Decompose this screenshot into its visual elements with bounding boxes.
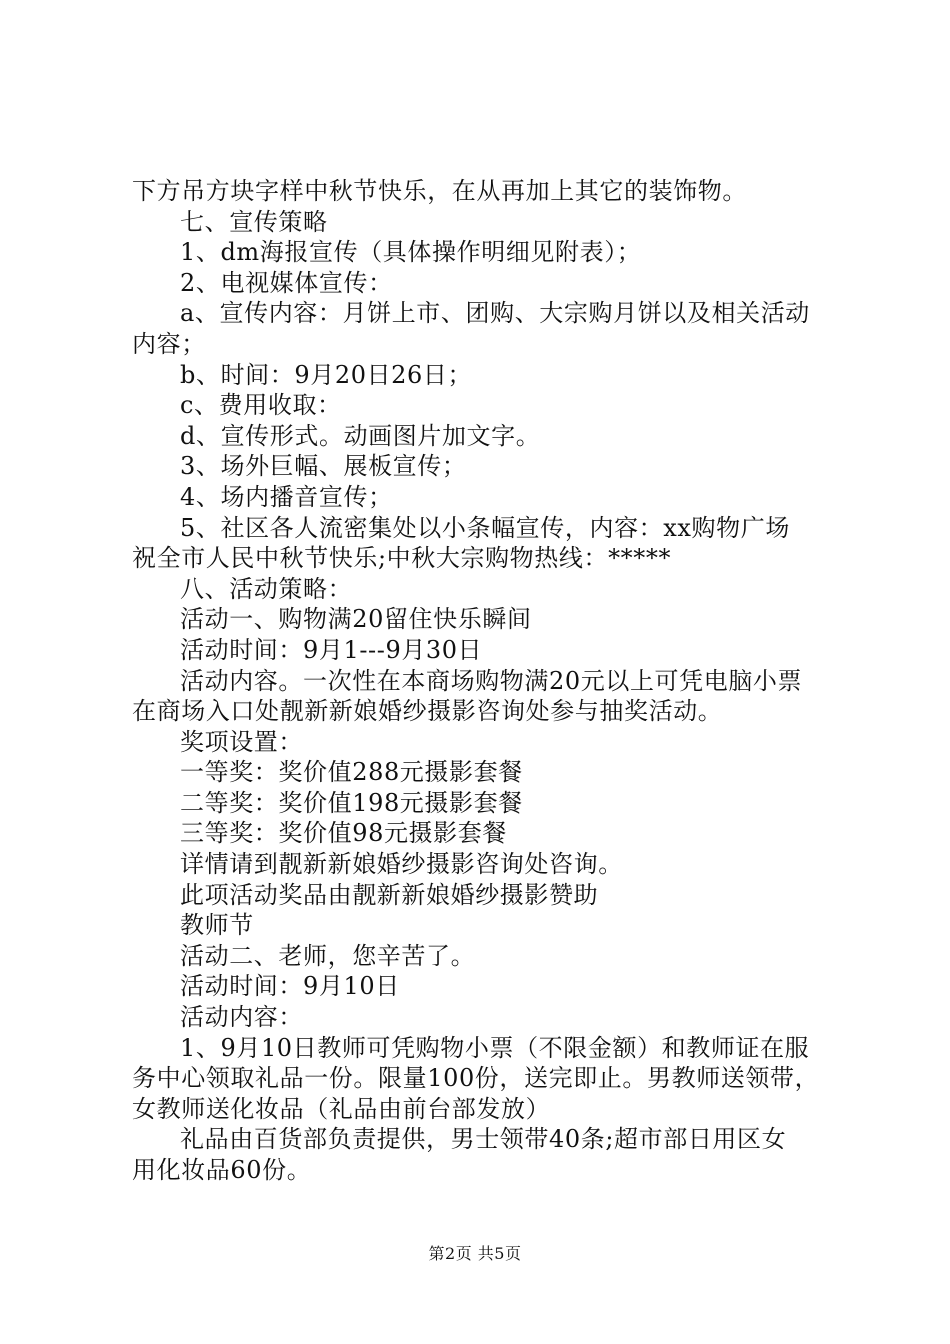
section-heading-activities: 八、活动策略： [180,574,353,603]
text-line: a、宣传内容：月饼上市、团购、大宗购月饼以及相关活动 [180,299,810,328]
text-line: 2、电视媒体宣传： [180,268,393,297]
text-line: 活动内容： [180,1003,303,1032]
text-line: 教师节 [180,911,254,940]
text-line: 此项活动奖品由靓新新娘婚纱摄影赞助 [180,880,599,909]
text-line: 活动二、老师，您辛苦了。 [180,941,476,970]
text-line: 用化妆品60份。 [132,1156,312,1184]
text-line: 5、社区各人流密集处以小条幅宣传，内容：xx购物广场 [180,513,790,542]
text-line: 礼品由百货部负责提供，男士领带40条;超市部日用区女 [180,1125,787,1154]
text-line: 活动时间：9月1---9月30日 [180,635,483,664]
text-line: 二等奖：奖价值198元摄影套餐 [180,788,523,817]
text-line: 活动内容。一次性在本商场购物满20元以上可凭电脑小票 [180,666,803,695]
text-line: 一等奖：奖价值288元摄影套餐 [180,758,523,787]
text-line: 内容； [132,329,206,358]
text-line: 下方吊方块字样中秋节快乐，在从再加上其它的装饰物。 [132,177,747,205]
text-line: 在商场入口处靓新新娘婚纱摄影咨询处参与抽奖活动。 [132,697,723,726]
text-line: 1、9月10日教师可凭购物小票（不限金额）和教师证在服 [180,1033,810,1062]
text-line: 祝全市人民中秋节快乐;中秋大宗购物热线：***** [132,544,672,573]
text-line: d、宣传形式。动画图片加文字。 [180,421,541,450]
section-heading-publicity: 七、宣传策略 [180,207,328,236]
text-line: 活动时间：9月10日 [180,972,400,1001]
text-line: 三等奖：奖价值98元摄影套餐 [180,819,507,848]
text-line: 女教师送化妆品（礼品由前台部发放） [132,1094,551,1123]
text-line: c、费用收取： [180,391,342,420]
text-line: 4、场内播音宣传； [180,482,393,511]
document-body [132,176,832,1186]
page-number: 第2页 共5页 [428,1244,522,1263]
text-line: 务中心领取礼品一份。限量100份，送完即止。男教师送领带， [132,1064,820,1093]
text-line: 奖项设置： [180,727,303,756]
text-line: 3、场外巨幅、展板宣传； [180,452,467,481]
text-line: 1、dm海报宣传（具体操作明细见附表）； [180,238,642,267]
text-line: 详情请到靓新新娘婚纱摄影咨询处咨询。 [180,850,623,879]
text-line: b、时间：9月20日26日； [180,360,473,389]
text-line: 活动一、购物满20留住快乐瞬间 [180,605,532,634]
